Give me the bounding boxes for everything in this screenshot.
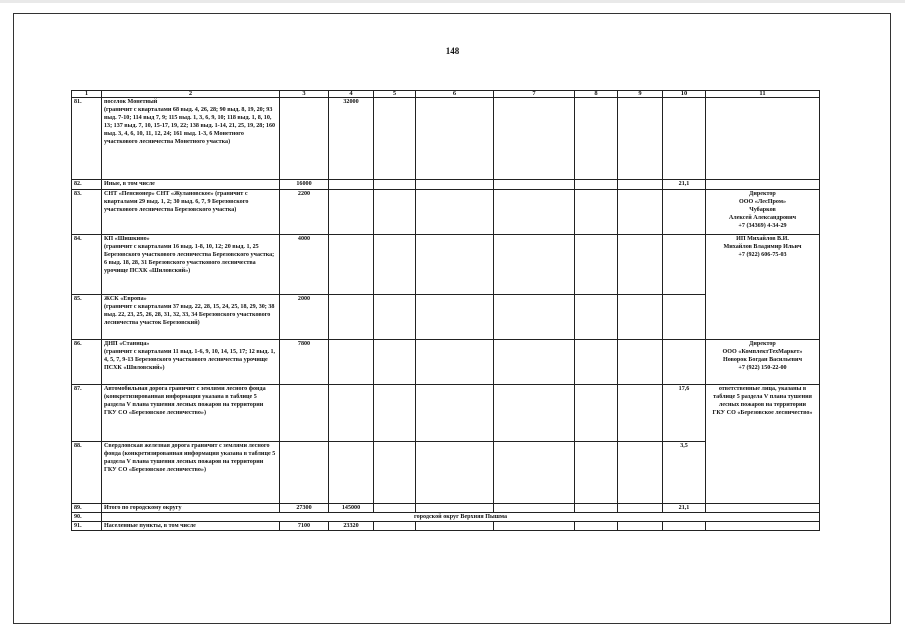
- responsible-contact: ответственные лица, указаны в таблице 5 раздела V плана тушения лесных пожаров на территории ГКУ СО «Березовское лесничество»: [706, 385, 820, 504]
- value-col3: [280, 385, 329, 442]
- col-header: 2: [102, 91, 280, 98]
- value-col6: [416, 180, 494, 190]
- row-number: 91.: [72, 522, 102, 531]
- value-col6: [416, 340, 494, 385]
- row-number: 89.: [72, 504, 102, 513]
- row-name: КП «Шишкино» (граничит с кварталами 16 выд. 1-8, 10, 12; 20 выд. 1, 25 Березовского участкового лесничества Березовского участка; 6 выд. 18, 28, 31 Березовского участкового лесничества урочище ПСХК «Шиловский»): [102, 235, 280, 295]
- col-header: 10: [663, 91, 706, 98]
- value-col3: 7800: [280, 340, 329, 385]
- value-col4: [329, 190, 374, 235]
- value-col10: 21,1: [663, 180, 706, 190]
- value-col3: 2200: [280, 190, 329, 235]
- value-col6: [416, 504, 494, 513]
- row-name: СНТ «Пенсионер» СНТ «Жулановское» (граничит с кварталами 29 выд. 1, 2; 30 выд. 6, 7, 9 Березовского участкового лесничества Березовского участка): [102, 190, 280, 235]
- col-header: 7: [494, 91, 575, 98]
- value-col3: 16000: [280, 180, 329, 190]
- col-header: 6: [416, 91, 494, 98]
- value-col3: 27300: [280, 504, 329, 513]
- row-number: 88.: [72, 442, 102, 504]
- value-col9: [618, 98, 663, 180]
- row-name: ЖСК «Европа» (граничит с кварталами 37 выд. 22, 28, 15, 24, 25, 18, 29, 30; 38 выд. 22, 23, 25, 26, 28, 31, 32, 33, 34 Березовского участкового лесничества участок Березовский): [102, 295, 280, 340]
- value-col5: [374, 522, 416, 531]
- value-col5: [374, 295, 416, 340]
- value-col10: [663, 235, 706, 295]
- value-col9: [618, 180, 663, 190]
- row-name: Населенные пункты, в том числе: [102, 522, 280, 531]
- row-number: 81.: [72, 98, 102, 180]
- table-row: [72, 504, 820, 513]
- row-name: ДНП «Станица» (граничит с кварталами 11 выд. 1-6, 9, 10, 14, 15, 17; 12 выд. 1, 4, 5, 7, 9-13 Березовского участкового лесничества урочище ПСХК «Шиловский»): [102, 340, 280, 385]
- page-number: 148: [445, 46, 460, 56]
- col-header: 4: [329, 91, 374, 98]
- value-col6: [416, 442, 494, 504]
- row-number: 82.: [72, 180, 102, 190]
- value-col8: [575, 442, 618, 504]
- col-header: 11: [706, 91, 820, 98]
- row-number: 84.: [72, 235, 102, 295]
- value-col9: [618, 295, 663, 340]
- value-col4: 32000: [329, 98, 374, 180]
- value-col10: [663, 295, 706, 340]
- value-col8: [575, 98, 618, 180]
- value-col8: [575, 190, 618, 235]
- value-col6: [416, 190, 494, 235]
- value-col9: [618, 504, 663, 513]
- value-col3: [280, 98, 329, 180]
- table-row: [72, 385, 820, 442]
- value-col5: [374, 442, 416, 504]
- col-header: 9: [618, 91, 663, 98]
- value-col10: 17,6: [663, 385, 706, 442]
- row-name: Свердловская железная дорога граничит с землями лесного фонда (конкретизированная информация указана в таблице 5 раздела V плана тушения лесных пожаров на территории ГКУ СО «Березовское лесничество»): [102, 442, 280, 504]
- responsible-contact: ИП Михайлов В.И. Михайлов Владимир Ильич +7 (922) 606-75-03: [706, 235, 820, 340]
- col-header: 5: [374, 91, 416, 98]
- value-col10: 3,5: [663, 442, 706, 504]
- value-col9: [618, 385, 663, 442]
- value-col4: [329, 385, 374, 442]
- value-col7: [494, 522, 575, 531]
- table-row: [72, 522, 820, 531]
- value-col4: [329, 180, 374, 190]
- value-col9: [618, 235, 663, 295]
- value-col6: [416, 235, 494, 295]
- value-col7: [494, 180, 575, 190]
- value-col7: [494, 190, 575, 235]
- value-col3: [280, 442, 329, 504]
- value-col4: 145000: [329, 504, 374, 513]
- table-row: [72, 340, 820, 385]
- col-header: 3: [280, 91, 329, 98]
- table-row: [72, 180, 820, 190]
- table-row: [72, 235, 820, 295]
- row-name: Автомобильная дорога граничит с землями лесного фонда (конкретизированная информация указана в таблице 5 раздела V плана тушения лесных пожаров на территории ГКУ СО «Березовское лесничество»): [102, 385, 280, 442]
- row-number: 90.: [72, 513, 102, 522]
- forest-fire-table: [71, 90, 820, 531]
- value-col4: [329, 442, 374, 504]
- value-col4: [329, 340, 374, 385]
- table-row-district: [72, 513, 820, 522]
- value-col10: [663, 522, 706, 531]
- value-col5: [374, 98, 416, 180]
- value-col7: [494, 98, 575, 180]
- value-col5: [374, 180, 416, 190]
- col-header: 1: [72, 91, 102, 98]
- value-col7: [494, 340, 575, 385]
- value-col8: [575, 504, 618, 513]
- scan-edge: [0, 0, 905, 3]
- value-col3: 4000: [280, 235, 329, 295]
- col-header: 8: [575, 91, 618, 98]
- row-name: Итого по городскому округу: [102, 504, 280, 513]
- value-col8: [575, 180, 618, 190]
- value-col10: 21,1: [663, 504, 706, 513]
- responsible-contact: [706, 522, 820, 531]
- value-col5: [374, 385, 416, 442]
- table-row: [72, 190, 820, 235]
- value-col9: [618, 190, 663, 235]
- row-number: 87.: [72, 385, 102, 442]
- row-number: 83.: [72, 190, 102, 235]
- responsible-contact: [706, 504, 820, 513]
- value-col6: [416, 385, 494, 442]
- value-col8: [575, 295, 618, 340]
- value-col4: [329, 295, 374, 340]
- value-col7: [494, 504, 575, 513]
- row-number: 86.: [72, 340, 102, 385]
- value-col4: [329, 235, 374, 295]
- value-col6: [416, 295, 494, 340]
- value-col5: [374, 340, 416, 385]
- value-col10: [663, 340, 706, 385]
- value-col10: [663, 98, 706, 180]
- value-col8: [575, 522, 618, 531]
- district-title: городской округ Верхняя Пышма: [102, 513, 820, 522]
- value-col8: [575, 385, 618, 442]
- row-number: 85.: [72, 295, 102, 340]
- value-col6: [416, 522, 494, 531]
- value-col9: [618, 340, 663, 385]
- table-row: [72, 98, 820, 180]
- header-row: [72, 91, 820, 98]
- value-col7: [494, 385, 575, 442]
- value-col4: 23320: [329, 522, 374, 531]
- value-col8: [575, 235, 618, 295]
- value-col5: [374, 504, 416, 513]
- value-col9: [618, 442, 663, 504]
- value-col7: [494, 442, 575, 504]
- row-name: Иные, в том числе: [102, 180, 280, 190]
- value-col3: 7100: [280, 522, 329, 531]
- value-col7: [494, 235, 575, 295]
- value-col9: [618, 522, 663, 531]
- responsible-contact: Директор ООО «ЛесПром» Чубарков Алексей Александрович +7 (34369) 4-34-29: [706, 190, 820, 235]
- value-col8: [575, 340, 618, 385]
- value-col5: [374, 235, 416, 295]
- row-name: поселок Монетный (граничит с кварталами 68 выд. 4, 26, 28; 90 выд. 8, 19, 20; 93 выд. 7-10; 114 выд 7, 9; 115 выд. 1, 3, 6, 9, 10; 118 выд. 1, 8, 10, 13; 137 выд. 7, 10, 15-17, 19, 22; 138 выд. 1-14, 21, 25, 19, 28; 160 выд. 3, 4, 6, 10, 11, 12, 24; 161 выд. 1-3, 6 Монетного участкового лесничества Монетного участка): [102, 98, 280, 180]
- value-col7: [494, 295, 575, 340]
- value-col5: [374, 190, 416, 235]
- value-col3: 2000: [280, 295, 329, 340]
- value-col10: [663, 190, 706, 235]
- responsible-contact: [706, 98, 820, 180]
- responsible-contact: [706, 180, 820, 190]
- responsible-contact: Директор ООО «КомплектТехМаркет» Новорок Богдан Васильевич +7 (922) 150-22-00: [706, 340, 820, 385]
- value-col6: [416, 98, 494, 180]
